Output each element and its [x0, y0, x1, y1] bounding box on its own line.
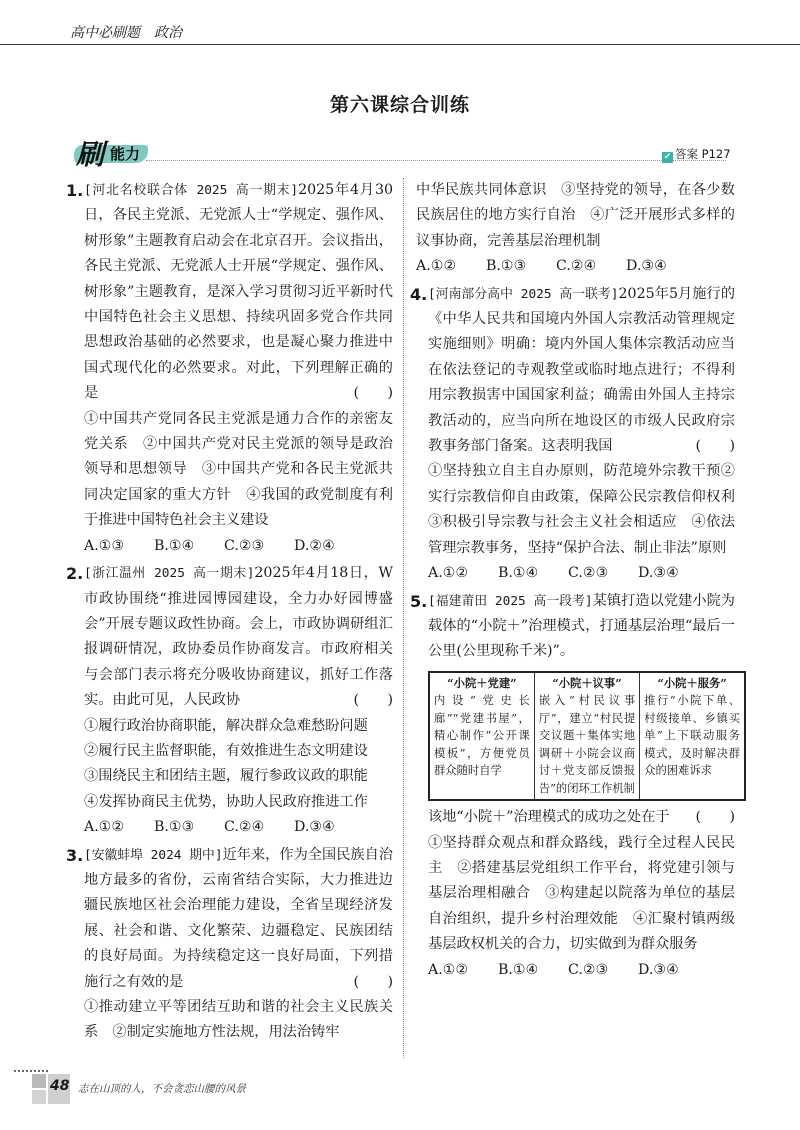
answer-choices	[428, 561, 735, 586]
question-source: [河北名校联合体 2025 高一期末]	[84, 183, 299, 198]
question-source: [福建莆田 2025 高一段考]	[428, 593, 593, 609]
section-divider	[146, 160, 726, 161]
question-number: 3.	[66, 845, 84, 865]
choice-d: D.②④	[294, 537, 335, 554]
answer-choices	[84, 815, 393, 840]
choice-a: A.①②	[428, 961, 469, 978]
page-number: 48	[50, 1078, 70, 1094]
question-option: ③围绕民主和团结主题，履行参政议政的职能	[84, 768, 368, 785]
choice-b: B.①③	[154, 819, 195, 836]
section-label-small: 能力	[110, 145, 141, 163]
answer-reference	[662, 146, 731, 163]
section-label-big: 刷	[76, 138, 105, 171]
column-divider	[403, 178, 404, 1058]
choice-a: A.①②	[84, 819, 125, 836]
question-options: ①推动建立平等团结互助和谐的社会主义民族关系 ②制定实施地方性法规，用法治铸牢	[84, 999, 393, 1041]
table-cell-text: 推行“小院下单、村级接单、乡镇买单”上下联动服务模式，及时解决群众的困难诉求	[644, 694, 740, 778]
question-options: ①中国共产党同各民主党派是通力合作的亲密友党关系 ②中国共产党对民主党派的领导是政治领导和思想领导 ③中国共产党和各民主党派共同决定国家的重大方针 ④我国的政党制度有利于推进中国特色社会主义建设	[84, 410, 393, 529]
choice-a: A.①③	[84, 537, 125, 554]
answer-blank: ( )	[353, 385, 393, 402]
question-options: 中华民族共同体意识 ③坚持党的领导，在各少数民族居住的地方实行自治 ④广泛开展形式多样的议事协商，完善基层治理机制	[416, 182, 735, 249]
table-cell	[534, 672, 639, 801]
right-column	[410, 178, 750, 985]
choice-b: B.①④	[498, 565, 539, 582]
question-3	[68, 843, 393, 1046]
answer-blank: ( )	[353, 973, 393, 990]
choice-a: A.①②	[416, 258, 457, 275]
question-number: 5.	[410, 591, 428, 611]
table-cell-text: 嵌入“村民议事厅”，建立“村民提交议题＋集体实地调研＋小院会议商讨＋党支部反馈报告”的闭环工作机制	[538, 694, 636, 795]
question-stem: 2025年4月30日，各民主党派、无党派人士“学规定、强作风、树形象”主题教育启动会在北京召开。会议指出，各民主党派、无党派人士开展“学规定、强作风、树形象”主题教育，是深入学习贯彻习近平新时代中国特色社会主义思想、持续巩固多党合作共同思想政治基础的必然要求，也是凝心聚力推进中国式现代化的必然要求。对此，下列理解正确的是	[84, 182, 393, 402]
answer-blank: ( )	[695, 438, 735, 455]
choice-d: D.③④	[626, 258, 667, 275]
choice-b: B.①④	[154, 537, 195, 554]
question-options: ①坚持独立自主自办原则，防范境外宗教干预②实行宗教信仰自由政策，保障公民宗教信仰权利 ③积极引导宗教与社会主义社会相适应 ④依法管理宗教事务，坚持“保护合法、制止非法”原则	[428, 463, 750, 556]
answer-reference-text: 答案 P127	[675, 147, 731, 161]
choice-c: C.②③	[568, 565, 609, 582]
question-number: 4.	[410, 284, 428, 304]
answer-choices	[428, 958, 735, 983]
question-4	[410, 282, 750, 587]
question-stem: 某镇打造以党建小院为载体的“小院＋”治理模式，打通基层治理“最后一公里(公里现称千米)”。	[428, 592, 735, 660]
question-1	[68, 178, 393, 559]
question-number: 2.	[66, 564, 84, 584]
choice-c: C.②④	[556, 258, 597, 275]
table-cell	[429, 672, 534, 801]
question-3-continued	[412, 178, 735, 280]
choice-b: B.①③	[486, 258, 527, 275]
choice-c: C.②③	[568, 961, 609, 978]
question-5	[410, 589, 740, 984]
answer-choices	[416, 254, 735, 279]
header-tag: 高中必刷题 政治	[70, 25, 182, 41]
section-badge	[74, 133, 146, 169]
question-option: ②履行民主监督职能，有效推进生态文明建设	[84, 742, 368, 759]
governance-model-table	[428, 671, 746, 802]
table-header: “小院＋服务”	[657, 675, 727, 690]
choice-d: D.③④	[638, 961, 679, 978]
footer-dots-decoration	[14, 1070, 48, 1072]
left-column	[68, 178, 393, 1048]
table-header: “小院＋议事”	[552, 675, 622, 690]
question-stem: 2025年4月18日，W市政协围绕“推进园博园建设，全力办好园博盛会”开展专题议政性协商。会上，市政协调研组汇报调研情况，政协委员作协商发言。市政府相关与会部门表示将充分吸收协商建议，抓好工作落实。由此可见，人民政协	[84, 565, 393, 709]
question-option: ①履行政治协商职能，解决群众急难愁盼问题	[84, 717, 368, 734]
choice-c: C.②④	[224, 819, 265, 836]
checkmark-icon: ✔	[663, 152, 672, 162]
answer-blank: ( )	[353, 692, 393, 709]
question-option: ④发挥协商民主优势，协助人民政府推进工作	[84, 793, 368, 810]
footer-motto: 志在山顶的人，不会贪恋山腰的风景	[78, 1083, 246, 1095]
question-number: 1.	[66, 181, 84, 200]
question-options: ①坚持群众观点和群众路线，践行全过程人民民主 ②搭建基层党组织工作平台，将党建引领与基层治理相融合 ③构建起以院落为单位的基层自治组织，提升乡村治理效能 ④汇聚村镇两级基层政权机关的合力，切实做到为群众服务	[428, 834, 735, 953]
choice-d: D.③④	[638, 565, 679, 582]
table-header: “小院＋党建”	[447, 675, 517, 690]
question-2	[68, 561, 393, 840]
answer-blank: ( )	[695, 809, 735, 826]
question-source: [浙江温州 2025 高一期末]	[84, 566, 255, 582]
header-rule	[0, 44, 800, 45]
question-ask: 该地“小院＋”治理模式的成功之处在于	[428, 809, 670, 826]
question-stem: 近年来，作为全国民族自治地方最多的省份，云南省结合实际，大力推进边疆民族地区社会治理能力建设，全省呈现经济发展、社会和谐、文化繁荣、边疆稳定、民族团结的良好局面。为持续稳定这一良好局面，下列措施行之有效的是	[84, 846, 393, 990]
choice-b: B.①④	[498, 961, 539, 978]
page-title: 第六课综合训练	[329, 94, 470, 116]
question-source: [安徽蚌埠 2024 期中]	[84, 847, 223, 863]
choice-c: C.②③	[224, 537, 265, 554]
question-source: [河南部分高中 2025 高一联考]	[428, 286, 619, 302]
table-cell	[640, 672, 745, 801]
choice-d: D.③④	[294, 819, 335, 836]
table-cell-text: 内设“党史长廊”“党建书屋”，精心制作“公开课模板”，方便党员群众随时自学	[434, 694, 530, 778]
answer-choices	[84, 534, 393, 559]
table-row	[429, 672, 745, 801]
choice-a: A.①②	[428, 565, 469, 582]
question-stem: 2025年5月施行的《中华人民共和国境内外国人宗教活动管理规定实施细则》明确：境内外国人集体宗教活动应当在依法登记的寺观教堂或临时地点进行；不得利用宗教损害中国国家利益；确需由外国人主持宗教活动的，应当向所在地设区的市级人民政府宗教事务部门备案。这表明我国	[428, 285, 736, 455]
